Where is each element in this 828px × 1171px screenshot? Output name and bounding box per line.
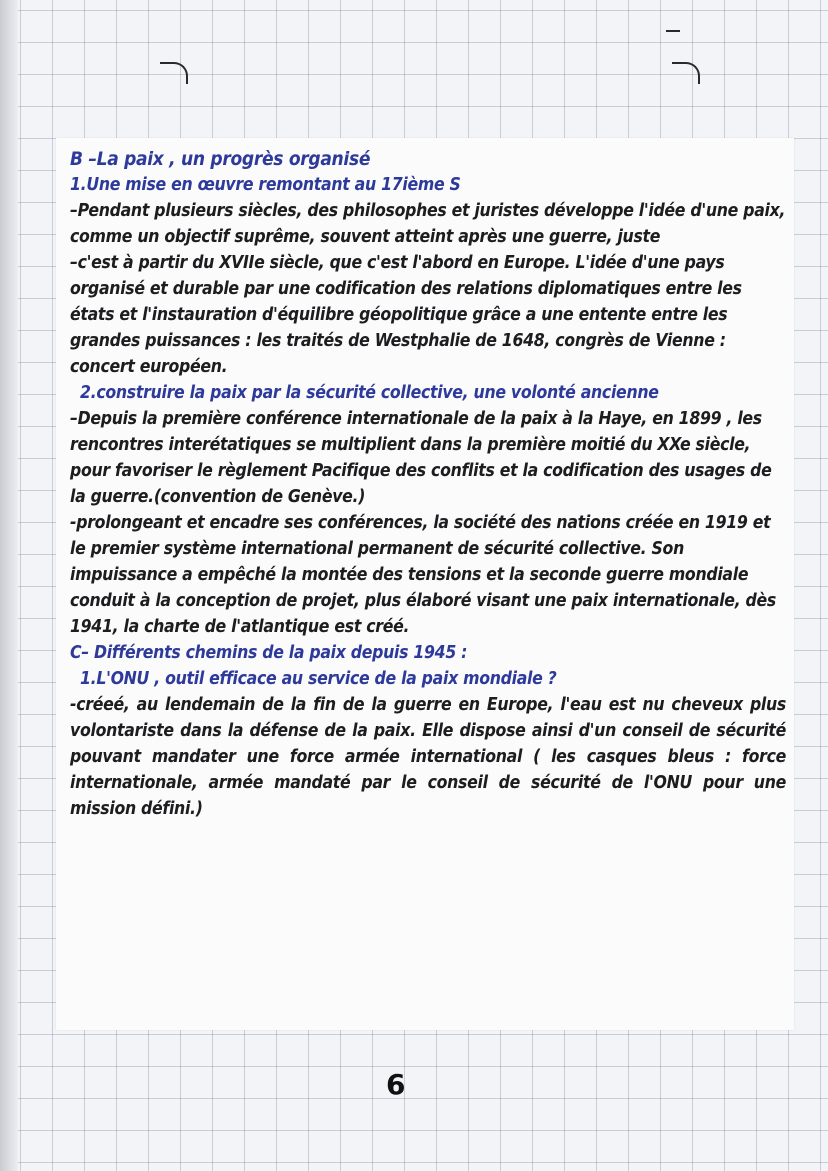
section-c1-title: 1.L'ONU , outil efficace au service de la paix mondiale ? xyxy=(80,669,557,689)
section-c-title: C– Différents chemins de la paix depuis 1945 : xyxy=(70,643,468,663)
pen-mark xyxy=(160,62,188,84)
binding-edge xyxy=(0,0,18,1171)
paragraph: –c'est à partir du XVIIe siècle, que c'est l'abord en Europe. L'idée d'une pays organisé et durable par une codification des relations diplomatiques entre les états et l'instauration d'équilibre géopolitique grâce a une entente entre les grandes puissances : les traités de Westphalie de 1648, congrès de Vienne : concert européen. xyxy=(70,253,742,377)
paragraph: -créeé, au lendemain de la fin de la guerre en Europe, l'eau est nu cheveux plus volontariste dans la défense de la paix. Elle dispose ainsi d'un conseil de sécurité pouvant mandater une force armée international ( les casques bleus : force internationale, armée mandaté par le conseil de sécurité de l'ONU pour une mission défini.) xyxy=(70,695,786,819)
section-b-title: B –La paix , un progrès organisé xyxy=(70,148,371,170)
pen-mark xyxy=(666,30,680,32)
paragraph: -prolongeant et encadre ses conférences, la société des nations créée en 1919 et le premier système international permanent de sécurité collective. Son impuissance a empêché la montée des tensions et la seconde guerre mondiale conduit à la conception de projet, plus élaboré visant une paix internationale, dès 1941, la charte de l'atlantique est créé. xyxy=(70,513,776,637)
paragraph: –Depuis la première conférence internationale de la paix à la Haye, en 1899 , les rencontres interétatiques se multiplient dans la première moitié du XXe siècle, pour favoriser le règlement Pacifique des conflits et la codification des usages de la guerre.(convention de Genève.) xyxy=(70,409,772,507)
pen-mark xyxy=(672,62,700,84)
document-body xyxy=(70,146,786,822)
page-number: 6 xyxy=(386,1068,406,1101)
section-b2-title: 2.construire la paix par la sécurité collective, une volonté ancienne xyxy=(80,383,659,403)
section-b1-title: 1.Une mise en œuvre remontant au 17ième S xyxy=(70,175,461,195)
paragraph: –Pendant plusieurs siècles, des philosophes et juristes développe l'idée d'une paix, comme un objectif suprême, souvent atteint après une guerre, juste xyxy=(70,201,786,247)
